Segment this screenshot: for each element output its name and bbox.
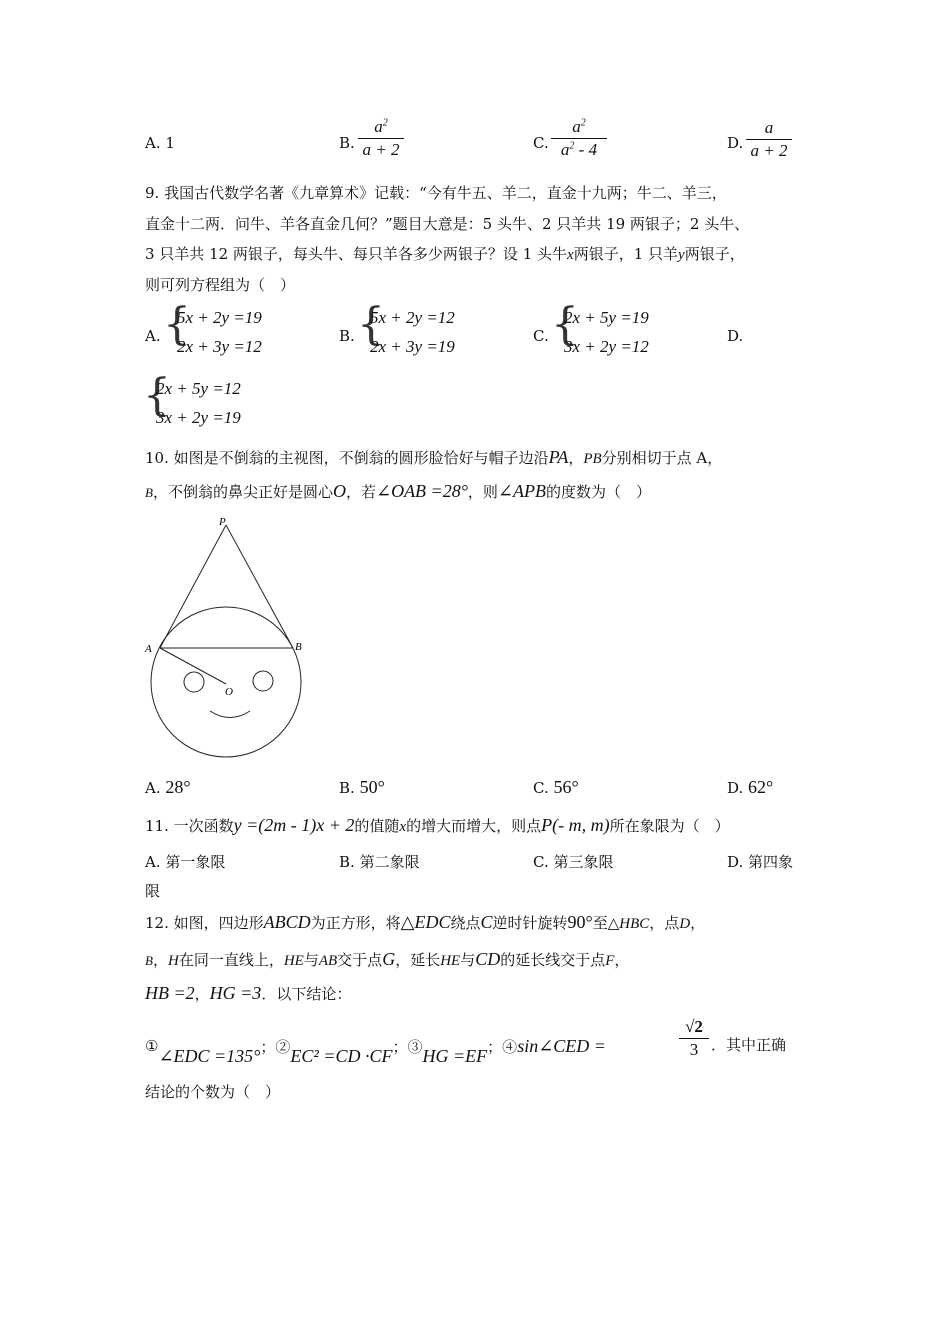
q10-option-b: B. 50° bbox=[339, 777, 385, 797]
q12-conclusions: ①∠EDC =135°；②EC² =CD ·CF；③HG =EF；④sin∠CED = bbox=[145, 1036, 606, 1066]
q9-option-b-system: 5x + 2y =12 2x + 3y =19 bbox=[370, 308, 455, 356]
q11-option-d: D. 第四象 bbox=[727, 853, 794, 871]
tumbler-figure bbox=[140, 510, 320, 765]
q11-option-a: A. 第一象限 bbox=[145, 853, 226, 871]
q9-line-3: 3 只羊共 12 两银子，每头牛、每只羊各多少两银子？设 1 头牛x两银子，1 只羊y两银子， bbox=[145, 245, 745, 263]
q10-line-1: 10. 如图是不倒翁的主视图，不倒翁的圆形脸恰好与帽子边沿PA，PB分别相切于点 A， bbox=[145, 447, 723, 467]
q9-line-1: 9. 我国古代数学名著《九章算术》记载：“今有牛五、羊二，直金十九两；牛二、羊三， bbox=[145, 184, 727, 202]
q12-conclusion-4-fraction: √2 3 bbox=[679, 1017, 709, 1060]
q12-line-2: B，H在同一直线上，HE与AB交于点G，延长HE与CD的延长线交于点F， bbox=[145, 949, 630, 969]
q10-line-2: B，不倒翁的鼻尖正好是圆心O，若∠OAB =28°，则∠APB的度数为（ ） bbox=[145, 481, 652, 501]
q9-option-a-label: A. bbox=[145, 327, 161, 345]
q11-option-c: C. 第三象限 bbox=[533, 853, 614, 871]
q10-option-a: A. 28° bbox=[145, 777, 191, 797]
q9-option-d-brace: { bbox=[143, 370, 171, 421]
left-eye bbox=[184, 672, 204, 692]
q10-option-c: C. 56° bbox=[533, 777, 579, 797]
q8-option-b-fraction: $a^2$ a + 2 bbox=[358, 117, 404, 160]
q9-option-b-label: B. bbox=[339, 327, 355, 345]
label-b: B bbox=[295, 641, 302, 653]
q12-line-1: 12. 如图，四边形ABCD为正方形，将△EDC绕点C逆时针旋转90°至△HBC，点D， bbox=[145, 912, 706, 932]
q9-option-d-system: 2x + 5y =12 3x + 2y =19 bbox=[156, 379, 241, 427]
q12-conclusion-tail: ．其中正确 bbox=[711, 1036, 787, 1054]
label-o: O bbox=[225, 686, 233, 698]
q9-option-c-label: C. bbox=[533, 327, 549, 345]
q8-option-c-label: C. bbox=[533, 134, 549, 152]
q11-option-d-wrap: 限 bbox=[145, 882, 161, 900]
hat-edge-pa bbox=[160, 525, 226, 648]
q9-option-d-label: D. bbox=[727, 327, 744, 345]
q9-option-c-brace: { bbox=[551, 299, 579, 350]
q11-option-b: B. 第二象限 bbox=[339, 853, 420, 871]
q9-line-4: 则可列方程组为（ ） bbox=[145, 276, 296, 294]
right-eye bbox=[253, 671, 273, 691]
q8-option-a: A. 1 bbox=[145, 134, 175, 152]
q9-option-c-system: 2x + 5y =19 3x + 2y =12 bbox=[564, 308, 649, 356]
hat-edge-pb bbox=[226, 525, 293, 648]
q8-option-c-fraction: $a^2$ $a^2 - 4$ bbox=[551, 117, 607, 160]
segment-ao bbox=[160, 648, 226, 684]
q8-option-b-label: B. bbox=[339, 134, 355, 152]
q8-option-d-fraction: a a + 2 bbox=[746, 118, 792, 161]
q9-option-b-brace: { bbox=[357, 299, 385, 350]
label-p: P bbox=[219, 516, 226, 528]
label-a: A bbox=[145, 643, 152, 655]
q12-line-5: 结论的个数为（ ） bbox=[145, 1083, 281, 1101]
q10-option-d: D. 62° bbox=[727, 777, 774, 797]
face-circle bbox=[151, 607, 301, 757]
q9-line-2: 直金十二两．问牛、羊各直金几何？”题目大意是：5 头牛、2 只羊共 19 两银子；2 头牛、 bbox=[145, 215, 750, 233]
q11-stem: 11. 一次函数y =(2m - 1)x + 2的值随x的增大而增大，则点P(- m, m)所在象限为（ ） bbox=[145, 815, 730, 835]
q9-option-a-brace: { bbox=[163, 299, 191, 350]
q9-option-a-system: 5x + 2y =19 2x + 3y =12 bbox=[177, 308, 262, 356]
smile bbox=[210, 711, 250, 718]
q8-option-d-label: D. bbox=[727, 134, 744, 152]
q12-line-3: HB =2，HG =3．以下结论： bbox=[145, 983, 352, 1003]
